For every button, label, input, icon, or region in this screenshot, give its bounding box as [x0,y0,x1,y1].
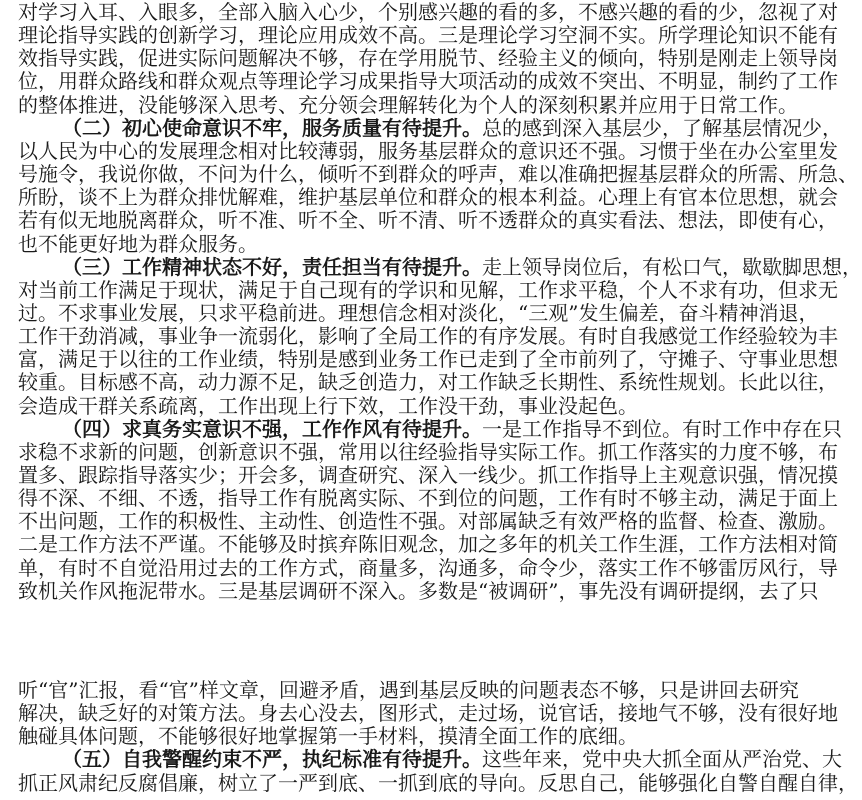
section-heading-line [62,254,862,279]
line-text: 若有似无地脱离群众，听不准、听不全、听不清、听不透群众的真实看法、想法，即使有心， [18,208,838,233]
line-text: 富，满足于以往的工作业绩，特别是感到业务工作已走到了全市前列了，守摊子、守事业思想 [18,347,838,372]
text-line [18,678,799,702]
line-text: 总的感到深入基层少，了解基层情况少， [482,115,842,140]
text-line [18,92,798,117]
section-heading: （三）工作精神状态不好，责任担当有待提升。 [62,254,482,279]
line-text: 走上领导岗位后，有松口气，歇歇脚思想， [482,254,862,279]
text-line [18,578,819,603]
line-text: 置多、跟踪指导落实少；开会多，调查研究、深入一线少。抓工作指导上主观意识强，情况摸 [18,463,838,487]
text-line [18,347,838,372]
section-heading: （四）求真务实意识不强，工作作风有待提升。 [62,416,482,441]
line-text: 会造成干群关系疏离，工作出现上行下效，工作没干劲，事业没起色。 [18,393,638,418]
text-line [18,208,838,233]
text-line [18,509,838,534]
line-text: 抓正风肃纪反腐倡廉，树立了一严到底、一抓到底的导向。反思自己，能够强化自警自醒自律， [18,770,858,795]
text-line [18,69,838,94]
text-line [18,486,838,511]
text-line [18,532,838,557]
text-line [18,394,782,418]
section-heading-line [62,747,842,772]
text-line [18,555,838,580]
section-heading: （二）初心使命意识不牢，服务质量有待提升。 [62,115,482,140]
section-heading: （五）自我警醒约束不严，执纪标准有待提升。 [62,747,482,772]
text-line [18,770,858,795]
text-line [18,439,838,464]
line-text: 较重。目标感不高，动力源不足，缺乏创造力，对工作缺乏长期性、系统性规划。长此以往， [18,370,838,395]
text-line [18,300,819,325]
line-text: 不出问题，工作的积极性、主动性、创造性不强。对部属缺乏有效严格的监督、检查、激励。 [18,509,838,534]
line-text: 过。不求事业发展，只求平稳前进。理想信念相对淡化，“三观”发生偏差，奋斗精神消退， [18,300,819,325]
line-text: 求稳不求新的问题，创新意识不强，常用以往经验指导实际工作。抓工作落实的力度不够，布 [18,439,838,464]
line-text: 位，用群众路线和群众观点等理论学习成果指导大项活动的成效不突出、不明显，制约了工作 [18,69,838,94]
line-text: 的整体推进，没能够深入思考、充分领会理解转化为个人的深刻积累并应用于日常工作。 [18,92,798,117]
text-line [18,277,838,302]
text-line [18,701,838,726]
line-text: 以人民为中心的发展理念相对比较薄弱，服务基层群众的意识还不强。习惯于坐在办公室里发 [18,138,838,163]
line-text: 号施令，我说你做，不问为什么，倾听不到群众的呼声，难以准确把握基层群众的所需、所急、 [18,162,858,187]
text-line [18,46,838,71]
text-line [18,162,858,187]
text-line [18,138,838,163]
line-text: 听“官”汇报，看“官”样文章，回避矛盾，遇到基层反映的问题表态不够，只是讲回去研究 [18,678,799,702]
text-line [18,370,838,395]
line-text: 得不深、不细、不透，指导工作有脱离实际、不到位的问题，工作有时不够主动，满足于面上 [18,486,838,511]
line-text: 解决，缺乏好的对策方法。身去心没去，图形式，走过场，说官话，接地气不够，没有很好地 [18,701,838,726]
text-line [18,185,838,210]
text-line [18,463,838,487]
text-line [18,23,838,48]
line-text: 工作干劲消减，事业争一流弱化，影响了全局工作的有序发展。有时自我感觉工作经验较为丰 [18,324,838,349]
line-text: 单，有时不自觉沿用过去的工作方式，商量多，沟通多，命令少，落实工作不够雷厉风行，导 [18,555,838,580]
text-line [18,724,782,748]
line-text: 触碰具体问题，不能够很好地掌握第一手材料，摸清全面工作的底细。 [18,724,638,749]
line-text: 所盼，谈不上为群众排忧解难，维护基层单位和群众的根本利益。心理上有官本位思想，就会 [18,185,838,210]
text-line [18,324,838,349]
line-text: 理论指导实践的创新学习，理论应用成效不高。三是理论学习空洞不实。所学理论知识不能有 [18,23,838,48]
line-text: 这些年来，党中央大抓全面从严治党、大 [482,747,842,772]
line-text: 也不能更好地为群众服务。 [18,231,258,256]
line-text: 对学习入耳、入眼多，全部入脑入心少，个别感兴趣的看的多，不感兴趣的看的少，忽视了对 [18,0,838,24]
line-text: 二是工作方法不严谨。不能够及时摈弃陈旧观念，加之多年的机关工作生涯，工作方法相对简 [18,532,838,557]
text-line [18,232,782,256]
section-heading-line [62,115,842,140]
line-text: 一是工作指导不到位。有时工作中存在只 [482,416,842,441]
line-text: 致机关作风拖泥带水。三是基层调研不深入。多数是“被调研”，事先没有调研提纲，去了只 [18,578,819,603]
line-text: 对当前工作满足于现状，满足于自己现有的学识和见解，工作求平稳，个人不求有功，但求无 [18,277,838,302]
text-line [18,0,838,24]
section-heading-line [62,416,842,441]
line-text: 效指导实践，促进实际问题解决不够，存在学用脱节、经验主义的倾向，特别是刚走上领导岗 [18,46,838,71]
